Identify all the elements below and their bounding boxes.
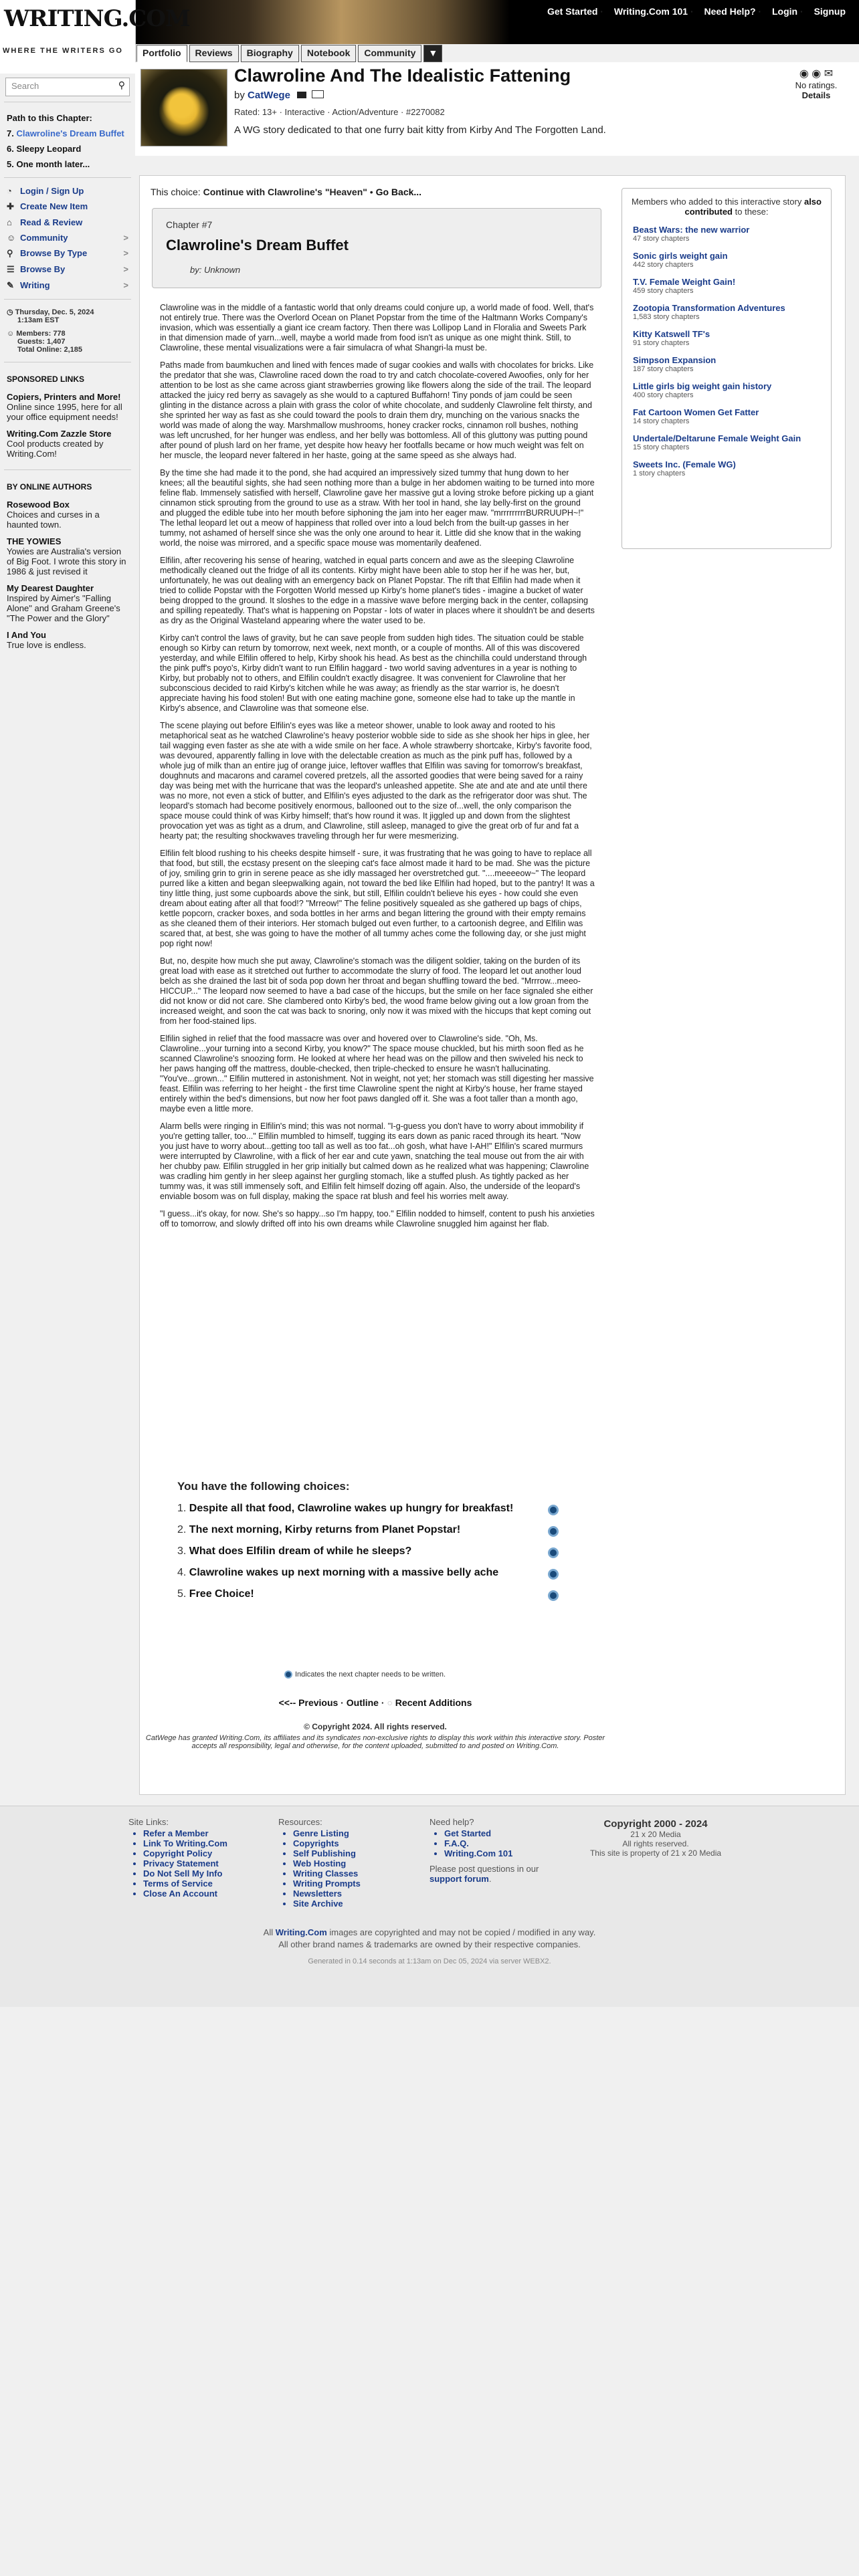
related-story-count: 187 story chapters bbox=[633, 365, 694, 373]
ad-title[interactable]: Writing.Com Zazzle Store bbox=[7, 429, 112, 439]
book-icon: ⌂ bbox=[7, 217, 12, 227]
sidebar-link-label: Read & Review bbox=[20, 217, 83, 227]
top-nav: Get Started · Writing.Com 101 · Need Help? · Login · Signup bbox=[547, 6, 846, 17]
members-count: Members: 778 bbox=[16, 330, 66, 338]
choice-num: 4. bbox=[177, 1567, 187, 1578]
also-contributed-box bbox=[622, 188, 832, 549]
choice-2[interactable] bbox=[177, 1524, 559, 1536]
tab-community[interactable]: Community bbox=[358, 45, 421, 62]
ad-title[interactable]: Copiers, Printers and More! bbox=[7, 392, 121, 402]
topnav-need-help[interactable]: Need Help? bbox=[704, 6, 756, 17]
chevron-right-icon: > bbox=[123, 233, 128, 243]
sidebar-link-label: Login / Sign Up bbox=[20, 186, 84, 196]
tab-reviews[interactable]: Reviews bbox=[189, 45, 239, 62]
heading-bold: also contributed bbox=[684, 197, 822, 217]
logo-tagline: WHERE THE WRITERS GO bbox=[3, 47, 123, 55]
sidebar-link-label: Writing bbox=[20, 280, 50, 290]
note-text: images are copyrighted and may not be copied / modified in any way. bbox=[329, 1927, 596, 1937]
footer-link[interactable]: • Writing.Com 101 bbox=[444, 1848, 563, 1858]
author-promo[interactable] bbox=[0, 498, 135, 535]
note-text: All other brand names & trademarks are owned by their respective companies. bbox=[278, 1939, 581, 1949]
path-num: 6. bbox=[7, 144, 14, 154]
footer-link[interactable]: • F.A.Q. bbox=[444, 1838, 563, 1848]
path-item-5[interactable] bbox=[0, 156, 135, 172]
guests-count: Guests: 1,407 bbox=[17, 338, 66, 346]
recent-additions-link[interactable]: Recent Additions bbox=[395, 1697, 472, 1708]
unwritten-dot-icon bbox=[548, 1569, 559, 1580]
related-story-count: 47 story chapters bbox=[633, 235, 690, 243]
portfolio-tabs bbox=[136, 45, 442, 62]
story-paragraph: Elfilin sighed in relief that the food massacre was over and hovered over to Clawroline's side. "Oh, Ms. Clawroline...your turning into a second Kirby, you know?" The space mouse chuckled, but his mirth soon fled as he scanned Clawroline's snoozing form. He looked at where her head was on the pillow and then swiveled his neck to her paws hanging off the mattress, double-checked, then triple-checked to ensure he wasn't hallucinating. "You've...grown..." Elfilin muttered in astonishment. Not in weight, not yet; her stomach was still digesting her massive feast. Elfilin was referring to her height - the first time Clawroline spent the night at Kirby's house, her frame stayed entirely within the bed's dimensions, but now her foot paws dangled off it. She was a foot taller than a month ago, maybe even a little more. bbox=[160, 1034, 594, 1113]
copyright-notice: CatWege has granted Writing.Com, its affiliates and its syndicates non-exclusive rights to display this work within this interactive story. Poster accepts all responsibility, legal and otherwise, for the content uploaded, submitted to and posted on Writing.Com. bbox=[145, 1734, 605, 1750]
footer-heading: Site Links: bbox=[128, 1817, 169, 1827]
author-promo[interactable] bbox=[0, 629, 135, 655]
choice-label: Clawroline wakes up next morning with a massive belly ache bbox=[189, 1567, 499, 1578]
chapter-author: by: Unknown bbox=[190, 265, 241, 275]
footer-link[interactable]: • Privacy Statement bbox=[143, 1858, 227, 1868]
community-icon: ☺ bbox=[7, 233, 16, 243]
chapter-number: Chapter #7 bbox=[166, 219, 213, 230]
sidebar-login[interactable] bbox=[0, 183, 135, 199]
tab-notebook[interactable]: Notebook bbox=[301, 45, 357, 62]
choice-num: 2. bbox=[177, 1524, 187, 1535]
related-story-count: 1 story chapters bbox=[633, 469, 686, 477]
related-story-title[interactable]: Kitty Katswell TF's bbox=[633, 329, 710, 339]
story-paragraph: Clawroline was in the middle of a fantastic world that only dreams could conjure up, a world made of food. Well, that's not entirely true. There was the Overlord Ocean on Planet Popstar from the time of the Haltmann Works Company's invasion, which was essentially a giant ice cream factory. Then there was Lollipop Land in Floralia and Sweets Park in that dimension made of yarn...well, maybe a world made from food isn't as unique as one might think. Still, to Clawroline, these mental visualizations were a fair simulacra of what Shangri-la must be. bbox=[160, 303, 594, 352]
header-banner-image bbox=[135, 0, 510, 44]
story-paragraph: By the time she had made it to the pond, she had acquired an impressively sized tummy that hung down to her knees; all the beautiful sights, she had seen nothing more than a bulge in her abdomen waiting to be turned into more feline flab. Immensely satisfied with herself, Clawroline gave her massive gut a loving stroke before picking up a giant cinnamon stick sprouting from the ground to use as a straw. With her tool in hand, she lay belly-first on the ground and plugged the edible tube into her mouth before siphoning the jam into her eager maw. "mrrrrrrrrrBURRUUPH~!" The lethal leopard let out a meow of happiness that rolled over into a loud belch from the built-up gasses in her tummy, not ashamed of herself since she was the only one around to hear it. Little did she know that in the waking world, the noise was mirrored, and a specific space mouse was momentarily deafened. bbox=[160, 468, 595, 548]
search-icon[interactable]: ⚲ bbox=[118, 80, 125, 90]
users-icon: ☺ bbox=[7, 330, 17, 338]
story-paragraph: Elfilin felt blood rushing to his cheeks despite himself - sure, it was frustrating that he was going to have to replace all that food, but still, the ecstasy present on the sleeping cat's face almost made it hard to be mad. She was the picture of joy, smiling grin to grin in serene peace as she idly massaged her overstretched gut. "....meeeeow~" The leopard purred like a kitten and began sleepwalking again, not toward the bed like Elfilin had hoped, but to the pantry! It was a tiny little thing, just some cupboards above the sink, but still, Elfilin couldn't believe his eyes - how could she even dream about eating after all that food!? "Mrreow!" The feline positively squealed as she gathered up bags of chips, kettle popcorn, cracker boxes, and soda bottles in her arms and began littering the ground with their empty remains as she cleaned them of their interiors. Her stomach bulged out even further, to a cartoonish degree, and Elfilin was scared that, at best, she was going to have the mother of all tummy aches come the following day, or she just might pop right now! bbox=[160, 849, 595, 948]
sidebar-read-review[interactable] bbox=[0, 215, 135, 230]
footer-site-links bbox=[128, 1817, 227, 1899]
choice-label: The next morning, Kirby returns from Planet Popstar! bbox=[189, 1524, 461, 1535]
path-label: One month later... bbox=[16, 159, 90, 169]
tab-portfolio[interactable]: Portfolio bbox=[136, 45, 187, 62]
share-icons[interactable]: ◉ ◉ ✉ bbox=[799, 68, 834, 80]
footer-copy-line: All rights reserved. bbox=[622, 1839, 689, 1848]
item-copyright bbox=[140, 1722, 611, 1750]
promo-desc: True love is endless. bbox=[7, 640, 86, 650]
plus-icon: ✚ bbox=[7, 201, 14, 211]
note-text: All bbox=[263, 1927, 274, 1937]
related-story[interactable] bbox=[622, 429, 831, 455]
story-paragraph: Paths made from baumkuchen and lined with fences made of sugar cookies and walls with chocolates for bricks. Like the predator that she was, Clawroline raced down the road to try and catch chocolate-covered Awoofies, only for her attention to be lost as she came across giant strawberries growing like flowers along the side of the trail. The leopard attacked the juicy red berry as savagely as she would to a captured Buffahorn! Tiny ponds of jam could be seen glinting in the distance across a plain with grass the color of white chocolate, and suddenly Clawroline felt thirsty, and she sprinted her way as fast as she could toward the pools to drain them dry, munching on the various snacks the world was made of along the way. Marshmallow mushrooms, honey cracker rocks, cinnamon roll bushes, nothing was left uncrushed, for her hunger was endless, and her belly was bottomless. All of this gluttony was putting pound after pound of plush lard on her frame, yet despite how heavy her footfalls became or how much weight was felt on her muscle, the leopard never faltered in her haste, going at the same speed as she always had. bbox=[160, 360, 594, 460]
clock-icon: ◷ bbox=[7, 308, 15, 316]
chapter-pager: <<-- Previous · Outline · ○ Recent Additions bbox=[278, 1697, 472, 1708]
footer-link[interactable]: • Writing Prompts bbox=[293, 1879, 361, 1889]
related-story-title[interactable]: Simpson Expansion bbox=[633, 355, 717, 365]
chapter-header bbox=[152, 208, 601, 288]
ad-desc: Cool products created by Writing.Com! bbox=[7, 439, 104, 459]
main-content bbox=[139, 175, 846, 1795]
promo-title[interactable]: I And You bbox=[7, 630, 46, 640]
footer-link[interactable]: • Terms of Service bbox=[143, 1879, 227, 1889]
unwritten-legend bbox=[284, 1671, 446, 1679]
related-story[interactable] bbox=[622, 403, 831, 429]
item-description: A WG story dedicated to that one furry bait kitty from Kirby And The Forgotten Land. bbox=[234, 124, 606, 136]
tab-more-chevron-icon[interactable]: ▼ bbox=[423, 45, 442, 62]
online-authors-heading: BY ONLINE AUTHORS bbox=[7, 482, 92, 492]
footer-resources bbox=[278, 1817, 361, 1909]
story-paragraph: "I guess...it's okay, for now. She's so happy...so I'm happy, too." Elfilin nodded to himself, content to push his anxieties off to tomorrow, and slowly drifted off into his own dreams while Clawroline snuggled him against her flab. bbox=[160, 1209, 595, 1228]
choice-num: 5. bbox=[177, 1588, 187, 1600]
divider bbox=[4, 177, 131, 178]
footer-trademark-note bbox=[0, 1927, 859, 1951]
footer-link[interactable]: • Refer a Member bbox=[143, 1828, 227, 1838]
topnav-login[interactable]: Login bbox=[772, 6, 798, 17]
related-story[interactable] bbox=[622, 247, 831, 273]
path-num: 7. bbox=[7, 128, 14, 138]
unwritten-dot-icon bbox=[284, 1671, 292, 1679]
choice-3[interactable] bbox=[177, 1545, 559, 1558]
promo-title[interactable]: My Dearest Daughter bbox=[7, 583, 94, 593]
unwritten-dot-icon bbox=[548, 1526, 559, 1537]
footer-link[interactable]: • Copyright Policy bbox=[143, 1848, 227, 1858]
choice-num: 3. bbox=[177, 1545, 187, 1557]
footer-link[interactable]: • Site Archive bbox=[293, 1899, 361, 1909]
rating-text: No ratings. bbox=[795, 80, 838, 90]
related-story-count: 459 story chapters bbox=[633, 287, 694, 295]
date-text: Thursday, Dec. 5, 2024 bbox=[15, 308, 94, 316]
divider bbox=[4, 469, 131, 470]
left-sidebar bbox=[0, 74, 135, 655]
this-choice-label: This choice: bbox=[151, 187, 201, 197]
related-story-title[interactable]: Little girls big weight gain history bbox=[633, 381, 772, 391]
related-story[interactable] bbox=[622, 325, 831, 351]
path-num: 5. bbox=[7, 159, 14, 169]
related-story[interactable] bbox=[622, 221, 831, 247]
story-paragraph: But, no, despite how much she put away, Clawroline's stomach was the diligent soldier, taking on the burden of its great load with ease as it stretched out further to accommodate the slurry of food. The leopard let out another loud belch as she drained the last bit of soda pop down her throat and began shuffling toward the bed. "Mrrrow...meeo-HICCUP..." The leopard now seemed to have a bad case of the hiccups, but the smile on her face signaled she either did not know or did not care. She clambered onto Kirby's bed, the wood frame below giving out a low groan from the increased weight, and soon the cat was back to snoring, only now it was mixed with the hiccups that kept coming out from her food-stained lips. bbox=[160, 956, 593, 1026]
sponsored-ad[interactable] bbox=[0, 391, 135, 427]
unwritten-dot-icon bbox=[548, 1590, 559, 1601]
item-cover-image bbox=[140, 69, 227, 146]
footer-heading: Resources: bbox=[278, 1817, 322, 1827]
related-story-count: 400 story chapters bbox=[633, 391, 694, 399]
choice-4[interactable] bbox=[177, 1567, 559, 1579]
sidebar-browse-by[interactable] bbox=[0, 261, 135, 278]
sidebar-link-label: Community bbox=[20, 233, 68, 243]
divider bbox=[4, 299, 131, 300]
footer-link[interactable]: • Genre Listing bbox=[293, 1828, 361, 1838]
list-icon: ☰ bbox=[7, 264, 15, 274]
footer-heading: Need help? bbox=[430, 1817, 474, 1827]
footer-link[interactable]: • Do Not Sell My Info bbox=[143, 1868, 227, 1879]
path-label: Clawroline's Dream Buffet bbox=[16, 128, 124, 138]
related-story[interactable] bbox=[622, 351, 831, 377]
story-paragraph: Elfilin, after recovering his sense of hearing, watched in equal parts concern and awe as the sleeping Clawroline methodically cleaned out the fridge of all its contents. Kirby might have been able to stop her if he was her, but, unfortunately, he was out dealing with an emergency back on Planet Popstar. The rift that Elfilin had made when it tried to collide Popstar with the Forgotten World messed up Kirby's home planet's tides - imagine a bucket of water being dropped to the ground. It sloshes to the edge in a massive wave before merging back in the center, collapsing and spilling repeatedly. That's what is happening on Popstar - lots of water in places where it shouldn't be and deserts as dry as the Original Wasteland appearing where the water used to be. bbox=[160, 556, 595, 625]
item-byline bbox=[234, 90, 324, 101]
footer-link[interactable]: • Newsletters bbox=[293, 1889, 361, 1899]
related-story-title[interactable]: Fat Cartoon Women Get Fatter bbox=[633, 407, 759, 417]
chevron-right-icon: > bbox=[123, 264, 128, 274]
search-placeholder: Search bbox=[11, 81, 39, 91]
previous-link[interactable]: <<-- Previous bbox=[278, 1697, 339, 1708]
related-story-count: 1,583 story chapters bbox=[633, 313, 700, 321]
related-story[interactable] bbox=[622, 273, 831, 299]
promo-title[interactable]: THE YOWIES bbox=[7, 536, 62, 546]
mail-icon[interactable] bbox=[312, 90, 324, 98]
also-contributed-heading bbox=[622, 189, 831, 221]
choice-label: Free Choice! bbox=[189, 1588, 254, 1600]
footer-copy-title: Copyright 2000 - 2024 bbox=[603, 1818, 708, 1830]
sidebar-community[interactable] bbox=[0, 230, 135, 245]
related-story-title[interactable]: Sonic girls weight gain bbox=[633, 251, 728, 261]
promo-desc: Choices and curses in a haunted town. bbox=[7, 510, 100, 530]
by-prefix: by bbox=[234, 90, 245, 101]
sidebar-create-item[interactable] bbox=[0, 199, 135, 215]
related-story-title[interactable]: Sweets Inc. (Female WG) bbox=[633, 459, 736, 469]
unwritten-dot-icon bbox=[548, 1505, 559, 1515]
footer-help bbox=[430, 1817, 563, 1884]
footer-link[interactable]: • Close An Account bbox=[143, 1889, 227, 1899]
choices-heading: You have the following choices: bbox=[177, 1480, 350, 1493]
ad-desc: Online since 1995, here for all your office equipment needs! bbox=[7, 402, 122, 422]
sponsored-ad[interactable] bbox=[0, 427, 135, 464]
related-story-count: 15 story chapters bbox=[633, 443, 690, 451]
item-title[interactable]: Clawroline And The Idealistic Fattening bbox=[234, 66, 571, 86]
support-note: Please post questions in our support forum. bbox=[430, 1864, 539, 1884]
search-input[interactable] bbox=[5, 78, 130, 96]
outline-link[interactable]: Outline bbox=[346, 1697, 379, 1708]
logo-text: WRITING.COM bbox=[4, 5, 190, 32]
related-story[interactable] bbox=[622, 299, 831, 325]
author-badge-icon bbox=[297, 92, 306, 98]
footer-copyright bbox=[589, 1818, 723, 1858]
online-stats bbox=[0, 327, 135, 356]
choice-1[interactable] bbox=[177, 1503, 559, 1515]
sidebar-link-label: Browse By bbox=[20, 264, 66, 274]
choice-5[interactable] bbox=[177, 1588, 559, 1600]
promo-desc: Inspired by Aimer's "Falling Alone" and Graham Greene's "The Power and the Glory" bbox=[7, 593, 120, 623]
path-item-7[interactable] bbox=[0, 126, 135, 141]
details-link[interactable]: Details bbox=[801, 90, 831, 100]
clock-widget bbox=[0, 305, 135, 327]
related-story-title[interactable]: Undertale/Deltarune Female Weight Gain bbox=[633, 433, 801, 443]
chapter-title: Clawroline's Dream Buffet bbox=[166, 237, 349, 253]
related-story[interactable] bbox=[622, 455, 831, 481]
path-heading: Path to this Chapter: bbox=[7, 113, 92, 123]
footer-copy-line: This site is property of 21 x 20 Media bbox=[589, 1848, 722, 1858]
chevron-right-icon: > bbox=[123, 280, 128, 290]
sidebar-link-label: Browse By Type bbox=[20, 248, 88, 258]
login-icon: ◔ bbox=[7, 186, 12, 196]
footer-link[interactable]: • Writing Classes bbox=[293, 1868, 361, 1879]
sidebar-writing[interactable] bbox=[0, 278, 135, 294]
story-paragraph: Kirby can't control the laws of gravity, but he can save people from sudden high tides. The situation could be stable enough so Kirby can return by tomorrow, next week, next month, or a couple of months. All of this was discovered yesterday, and while Elfilin offered to help, Kirby shook his head. As best as the chinchilla could understand through the pink puff's poyo's, Kirby didn't want to run Elfilin haggard - two world saving adventures in a year is nothing to Kirby, but probably not to others, and Elfilin couldn't exactly disagree. It was convenient for Clawroline that her subconscious decided to raid Kirby's kitchen while he was away; as friendly as the star warrior is, he doesn't appreciate having his food stolen! But with one eating machine gone, someone else had to take up the mantle in Kirby's absence, and Clawroline was that someone else. bbox=[160, 633, 587, 713]
support-forum-link[interactable]: support forum bbox=[430, 1874, 489, 1884]
sidebar-browse-type[interactable] bbox=[0, 245, 135, 261]
story-paragraph: Alarm bells were ringing in Elfilin's mind; this was not normal. "I-g-guess you don't have to worry about immobility if you're getting taller, too..." Elfilin mumbled to himself, tugging its ears down as panic raced through its heart. "Now you just have to worry about...getting too tall as well as too fat...oh gosh, what have I-AH!" Elfilin's scared murmurs were interrupted by Clawroline, with a flick of her ear and cute yawn, snatching the teal mouse out from the air with her chubby paw. Elfilin struggled in her grip initially but calmed down as he realized what was happening; Clawroline was cradling him gently in her sleep against her gurgling stomach, like a stuffed plush. As tightly packed as her tummy was, it was still immensely soft, and Elfilin felt himself dozing off again. Also, the underside of the leopard's enviable bosom was on full display, making the space rat blush and feel his worries melt away. bbox=[160, 1121, 589, 1201]
generated-note: Generated in 0.14 seconds at 1:13am on Dec 05, 2024 via server WEBX2. bbox=[308, 1957, 551, 1965]
writing-com-link[interactable]: Writing.Com bbox=[275, 1927, 327, 1937]
story-body bbox=[160, 303, 595, 1237]
support-note-text: Please post questions in our bbox=[430, 1864, 539, 1874]
related-story-title[interactable]: T.V. Female Weight Gain! bbox=[633, 277, 736, 287]
path-label: Sleepy Leopard bbox=[16, 144, 82, 154]
related-story-title[interactable]: Zootopia Transformation Adventures bbox=[633, 303, 785, 313]
this-choice-value: Continue with Clawroline's "Heaven" bbox=[203, 187, 367, 197]
choice-num: 1. bbox=[177, 1503, 187, 1514]
author-promo[interactable] bbox=[0, 535, 135, 582]
footer-link[interactable]: • Copyrights bbox=[293, 1838, 361, 1848]
choice-label: What does Elfilin dream of while he sleeps? bbox=[189, 1545, 412, 1557]
topnav-writing-101[interactable]: Writing.Com 101 bbox=[613, 6, 688, 17]
related-story[interactable] bbox=[622, 377, 831, 403]
footer-link[interactable]: • Self Publishing bbox=[293, 1848, 361, 1858]
footer-link[interactable]: • Link To Writing.Com bbox=[143, 1838, 227, 1848]
related-story-count: 91 story chapters bbox=[633, 339, 690, 347]
promo-desc: Yowies are Australia's version of Big Foot. I wrote this story in 1986 & just revised it bbox=[7, 546, 126, 576]
related-story-title[interactable]: Beast Wars: the new warrior bbox=[633, 225, 750, 235]
topnav-signup[interactable]: Signup bbox=[814, 6, 846, 17]
magnifier-icon: ⚲ bbox=[7, 248, 13, 258]
heading-post: to these: bbox=[735, 207, 769, 217]
author-promo[interactable] bbox=[0, 582, 135, 629]
chevron-right-icon: > bbox=[123, 248, 128, 258]
pencil-icon: ✎ bbox=[7, 280, 14, 290]
copyright-line: © Copyright 2024. All rights reserved. bbox=[304, 1722, 447, 1731]
item-meta: Rated: 13+ · Interactive · Action/Adventure · #2270082 bbox=[234, 107, 445, 117]
recent-icon: ○ bbox=[387, 1697, 393, 1708]
site-footer bbox=[0, 1806, 859, 2007]
promo-title[interactable]: Rosewood Box bbox=[7, 500, 70, 510]
online-count: Total Online: 2,185 bbox=[17, 346, 82, 354]
path-item-6[interactable] bbox=[0, 141, 135, 156]
choice-label: Despite all that food, Clawroline wakes up hungry for breakfast! bbox=[189, 1503, 514, 1514]
footer-copy-line: 21 x 20 Media bbox=[630, 1830, 681, 1839]
rating-box bbox=[783, 67, 850, 100]
choices-list bbox=[177, 1480, 559, 1610]
this-choice-line: This choice: Continue with Clawroline's "Heaven" • Go Back... bbox=[151, 187, 422, 197]
sponsored-heading: SPONSORED LINKS bbox=[7, 374, 85, 384]
legend-text: Indicates the next chapter needs to be written. bbox=[295, 1671, 446, 1679]
footer-link[interactable]: • Web Hosting bbox=[293, 1858, 361, 1868]
related-story-count: 14 story chapters bbox=[633, 417, 690, 425]
footer-link[interactable]: • Get Started bbox=[444, 1828, 563, 1838]
topnav-get-started[interactable]: Get Started bbox=[547, 6, 598, 17]
related-story-count: 442 story chapters bbox=[633, 261, 694, 269]
sidebar-link-label: Create New Item bbox=[20, 201, 88, 211]
author-link[interactable]: CatWege bbox=[248, 90, 290, 101]
heading-pre: Members who added to this interactive story bbox=[632, 197, 802, 207]
story-paragraph: The scene playing out before Elfilin's eyes was like a meteor shower, unable to look away and rooted to his metaphorical seat as he watched Clawroline's heavy posterior wobble side to side as she shook her hips in glee, her tail wagging even faster as she ate with a wide smile on her face. A whole strawberry shortcake, Kirby's favorite food, was devoured, apparently falling in love with the delectable creation as much as the pink puff has, followed by a whole jug of milk than an entire jug of orange juice, leftover waffles that Elfilin was saving for tomorrow's breakfast, doughnuts and macarons and caramel covered pretzels, all the assorted goodies that were being saved for a rainy day was being met with the hurricane that was the leopard's unleashed appetite. She ate and ate and ate until there was no more, not even a stick of butter, and Elfilin's eyes adjusted to the dark as the refrigerator door was shut. The leopard's stomach had become positively enormous, ballooned out to the size of...well, the only comparison the space mouse could think of was Kirby himself; that's how round it was. It jiggled up and down from the slightest provocation yet was as tight as a drum, and Clawroline, still asleep, managed to give the great orb of fur and fat a hearty pat; the resulting shockwaves traveling through her fur were mesmerizing. bbox=[160, 721, 592, 841]
tab-biography[interactable]: Biography bbox=[241, 45, 299, 62]
go-back-link[interactable]: Go Back... bbox=[375, 187, 422, 197]
time-text: 1:13am EST bbox=[17, 316, 60, 324]
unwritten-dot-icon bbox=[548, 1547, 559, 1558]
